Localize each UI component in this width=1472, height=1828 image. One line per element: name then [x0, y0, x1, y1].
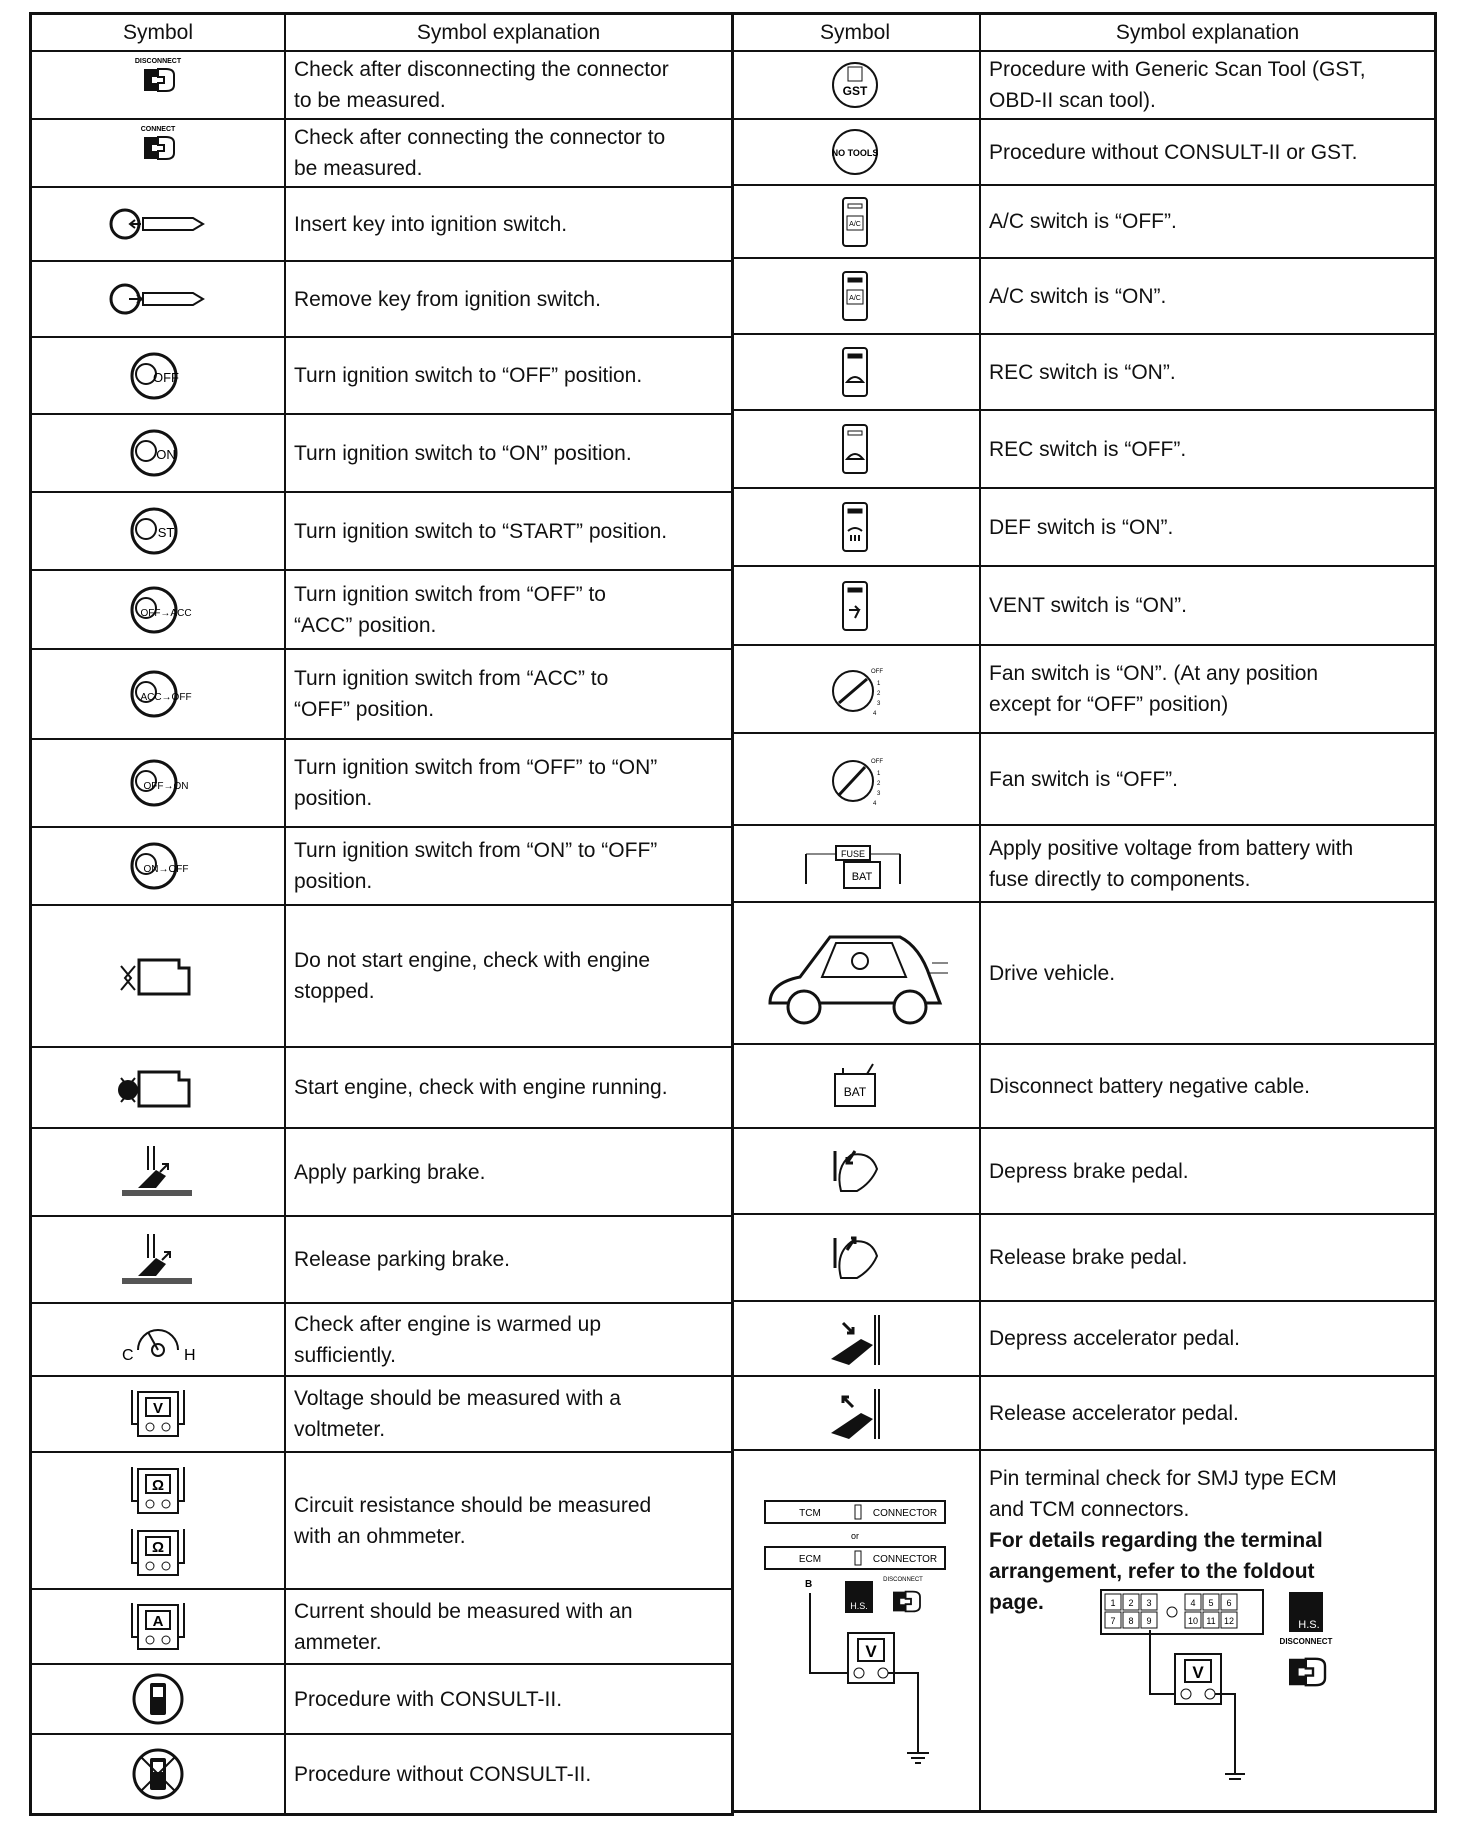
- table-row: [731, 120, 1434, 186]
- symbol-explanation: Disconnect battery negative cable.: [989, 1074, 1311, 1098]
- svg-text:5: 5: [1208, 1598, 1214, 1608]
- symbol-explanation: Fan switch is “ON”. (At any position except for “OFF” position): [989, 662, 1319, 716]
- symbol-explanation: Turn ignition switch from “OFF” to “ON” position.: [294, 756, 658, 810]
- svg-text:ST: ST: [157, 525, 175, 540]
- symbol-explanation: Procedure without CONSULT-II.: [294, 1762, 592, 1786]
- symbol-explanation: VENT switch is “ON”.: [989, 594, 1187, 617]
- svg-text:FUSE: FUSE: [840, 848, 866, 859]
- table-row: [731, 489, 1434, 567]
- key-remove-icon: [32, 262, 286, 336]
- ac-on-icon: [731, 259, 981, 333]
- svg-text:6: 6: [1226, 1598, 1232, 1608]
- symbol-explanation: Procedure with Generic Scan Tool (GST, OBD-II scan tool).: [989, 58, 1366, 112]
- svg-text:ACC→OFF: ACC→OFF: [140, 692, 192, 703]
- table-row: [731, 1377, 1434, 1451]
- symbol-explanation: Turn ignition switch to “ON” position.: [294, 441, 632, 465]
- key-insert-icon: [32, 188, 286, 260]
- svg-text:9: 9: [1146, 1616, 1152, 1626]
- pin-check-diagram: [731, 1451, 981, 1810]
- svg-text:2: 2: [877, 781, 881, 787]
- svg-text:Ω: Ω: [151, 1538, 165, 1556]
- svg-text:1: 1: [877, 681, 881, 687]
- no-consult-icon: [32, 1735, 286, 1813]
- svg-text:H.S.: H.S.: [1298, 1619, 1320, 1631]
- ignition-icon: [32, 493, 286, 569]
- table-row: [32, 740, 731, 828]
- symbol-explanation: Procedure without CONSULT-II or GST.: [989, 140, 1358, 164]
- table-row: [731, 52, 1434, 120]
- ignition-icon: [32, 338, 286, 413]
- table-row: [32, 188, 731, 262]
- engine-running-icon: [32, 1048, 286, 1127]
- symbol-explanation: Apply positive voltage from battery with fuse directly to components.: [989, 836, 1354, 891]
- svg-text:V: V: [865, 1641, 877, 1661]
- symbol-explanation: Check after disconnecting the connector to be measured.: [294, 58, 669, 112]
- table-row: [32, 1377, 731, 1453]
- terminal-arrangement-diagram: [1099, 1588, 1359, 1797]
- def-on-icon: [731, 489, 981, 565]
- battery-fuse-icon: [731, 826, 981, 901]
- table-row: [32, 1453, 731, 1590]
- svg-text:12: 12: [1223, 1616, 1235, 1626]
- table-row: [731, 1302, 1434, 1377]
- pin-check-explanation: [981, 1451, 1434, 1810]
- svg-text:DISCONNECT: DISCONNECT: [1279, 1637, 1333, 1646]
- table-row: [731, 1215, 1434, 1302]
- symbol-table-left: [29, 12, 734, 1816]
- svg-text:OFF→ACC: OFF→ACC: [140, 607, 192, 619]
- symbol-explanation: Fan switch is “OFF”.: [989, 767, 1179, 791]
- svg-text:CONNECTOR: CONNECTOR: [872, 1507, 938, 1519]
- symbol-explanation: Current should be measured with an ammeter.: [294, 1599, 633, 1654]
- svg-text:BAT: BAT: [851, 870, 873, 883]
- symbol-explanation: Depress accelerator pedal.: [989, 1327, 1240, 1350]
- symbol-explanation: Apply parking brake.: [294, 1160, 486, 1184]
- fan-on-icon: [731, 646, 981, 732]
- svg-text:1: 1: [877, 771, 881, 777]
- ignition-icon: [32, 740, 286, 826]
- svg-text:H.S.: H.S.: [850, 1600, 868, 1611]
- symbol-explanation: Depress brake pedal.: [989, 1159, 1189, 1183]
- table-row: [731, 646, 1434, 734]
- table-row: [32, 493, 731, 571]
- drive-icon: [731, 903, 981, 1043]
- symbol-explanation: Turn ignition switch from “OFF” to “ACC” position.: [294, 582, 606, 637]
- meter2-icon: [32, 1453, 286, 1588]
- ignition-icon: [32, 415, 286, 491]
- brake-depress-icon: [731, 1129, 981, 1213]
- svg-text:1: 1: [1110, 1598, 1116, 1608]
- table-row: [731, 826, 1434, 903]
- consult-icon: [32, 1665, 286, 1733]
- table-row: [731, 335, 1434, 411]
- table-row: [32, 571, 731, 650]
- svg-text:or: or: [850, 1530, 860, 1541]
- table-row: [32, 1217, 731, 1304]
- table-row-pin-check: [731, 1451, 1434, 1810]
- svg-text:7: 7: [1110, 1616, 1116, 1626]
- parking-brake-apply-icon: [32, 1129, 286, 1215]
- symbol-explanation: REC switch is “ON”.: [989, 360, 1176, 384]
- symbol-explanation: A/C switch is “ON”.: [989, 284, 1167, 308]
- fan-off-icon: [731, 734, 981, 824]
- svg-text:CONNECT: CONNECT: [140, 126, 176, 133]
- table-row: [32, 52, 731, 120]
- symbol-explanation: Check after connecting the connector to be measured.: [294, 126, 666, 180]
- svg-text:8: 8: [1128, 1616, 1134, 1626]
- svg-text:11: 11: [1206, 1616, 1216, 1626]
- temp-gauge-icon: [32, 1304, 286, 1375]
- svg-text:NO TOOLS: NO TOOLS: [831, 148, 879, 158]
- vent-on-icon: [731, 567, 981, 644]
- table-row: [731, 1129, 1434, 1215]
- disconnect-icon: [32, 52, 286, 118]
- pin-check-bold-text: For details regarding the terminal arrangement, refer to the foldout page.: [989, 1529, 1323, 1614]
- table-header: [731, 15, 1434, 52]
- table-row: [32, 828, 731, 906]
- table-row: [32, 1304, 731, 1377]
- table-header: [32, 15, 731, 52]
- table-row: [32, 650, 731, 740]
- svg-text:OFF: OFF: [871, 669, 883, 675]
- symbol-table-right: [731, 12, 1437, 1813]
- svg-text:DISCONNECT: DISCONNECT: [883, 1576, 923, 1583]
- ignition-icon: [32, 571, 286, 648]
- table-row: [731, 259, 1434, 335]
- pin-check-text: Pin terminal check for SMJ type ECM and TCM connectors.: [989, 1467, 1337, 1521]
- table-row: [32, 1048, 731, 1129]
- svg-text:CONNECTOR: CONNECTOR: [872, 1553, 938, 1565]
- table-row: [32, 262, 731, 338]
- svg-text:3: 3: [1146, 1598, 1152, 1608]
- symbol-explanation: Start engine, check with engine running.: [294, 1076, 668, 1099]
- symbol-explanation: Turn ignition switch from “ON” to “OFF” position.: [294, 839, 658, 893]
- symbol-explanation: Release brake pedal.: [989, 1246, 1188, 1269]
- svg-text:V: V: [152, 1400, 164, 1417]
- parking-brake-release-icon: [32, 1217, 286, 1302]
- svg-text:2: 2: [1128, 1598, 1134, 1608]
- svg-text:B: B: [805, 1578, 813, 1590]
- svg-text:TCM: TCM: [799, 1507, 821, 1519]
- ignition-icon: [32, 650, 286, 738]
- header-symbol: Symbol: [731, 15, 981, 50]
- table-row: [32, 1129, 731, 1217]
- rec-on-icon: [731, 335, 981, 409]
- symbol-explanation: Turn ignition switch to “OFF” position.: [294, 364, 643, 387]
- accel-depress-icon: [731, 1302, 981, 1375]
- table-row: [731, 411, 1434, 489]
- svg-text:ON: ON: [156, 447, 176, 462]
- table-row: [32, 1735, 731, 1813]
- brake-release-icon: [731, 1215, 981, 1300]
- svg-text:GST: GST: [842, 84, 868, 98]
- accel-release-icon: [731, 1377, 981, 1449]
- table-row: [731, 186, 1434, 259]
- svg-text:OFF: OFF: [153, 369, 179, 385]
- symbol-explanation: Remove key from ignition switch.: [294, 287, 601, 311]
- table-row: [731, 734, 1434, 826]
- table-row: [32, 1590, 731, 1665]
- table-row: [32, 415, 731, 493]
- symbol-explanation: Voltage should be measured with a voltmeter.: [294, 1387, 621, 1441]
- svg-text:Ω: Ω: [151, 1476, 165, 1494]
- engine-stopped-icon: [32, 906, 286, 1046]
- meter-icon: [32, 1377, 286, 1451]
- svg-text:ON→OFF: ON→OFF: [143, 864, 189, 875]
- table-row: [32, 120, 731, 188]
- svg-text:H: H: [184, 1346, 196, 1364]
- table-row: [32, 1665, 731, 1735]
- svg-text:ECM: ECM: [798, 1553, 822, 1565]
- table-row: [731, 1045, 1434, 1129]
- table-row: [731, 903, 1434, 1045]
- svg-text:V: V: [1192, 1663, 1204, 1682]
- symbol-explanation: DEF switch is “ON”.: [989, 515, 1174, 539]
- header-explanation: Symbol explanation: [416, 21, 601, 44]
- svg-text:4: 4: [873, 801, 877, 807]
- symbol-explanation: Check after engine is warmed up sufficiently.: [294, 1312, 601, 1367]
- symbol-explanation: Release parking brake.: [294, 1248, 510, 1271]
- table-row: [731, 567, 1434, 646]
- svg-text:DISCONNECT: DISCONNECT: [134, 58, 182, 65]
- svg-text:2: 2: [877, 691, 881, 697]
- svg-text:10: 10: [1187, 1616, 1199, 1626]
- svg-text:A/C: A/C: [849, 220, 861, 228]
- ignition-icon: [32, 828, 286, 904]
- svg-text:A/C: A/C: [849, 295, 861, 302]
- symbol-explanation: Drive vehicle.: [989, 961, 1116, 985]
- ac-off-icon: [731, 186, 981, 257]
- svg-text:3: 3: [877, 701, 881, 707]
- header-symbol: Symbol: [32, 15, 286, 50]
- symbol-explanation: Circuit resistance should be measured with an ohmmeter.: [294, 1493, 652, 1548]
- symbol-explanation: A/C switch is “OFF”.: [989, 210, 1177, 233]
- gst-icon: [731, 52, 981, 118]
- symbol-explanation: Procedure with CONSULT-II.: [294, 1687, 563, 1711]
- rec-off-icon: [731, 411, 981, 487]
- svg-text:C: C: [122, 1346, 134, 1364]
- symbol-explanation: Insert key into ignition switch.: [294, 212, 568, 236]
- meter-icon: [32, 1590, 286, 1663]
- connect-icon: [32, 120, 286, 186]
- symbol-explanation: Do not start engine, check with engine stopped.: [294, 949, 651, 1003]
- svg-text:A: A: [152, 1612, 164, 1630]
- symbol-explanation: Release accelerator pedal.: [989, 1401, 1239, 1425]
- symbol-explanation: Turn ignition switch from “ACC” to “OFF” position.: [294, 667, 609, 721]
- table-row: [32, 338, 731, 415]
- battery-icon: [731, 1045, 981, 1127]
- header-explanation: Symbol explanation: [1115, 21, 1300, 44]
- no-tools-icon: [731, 120, 981, 184]
- symbol-explanation: Turn ignition switch to “START” position.: [294, 519, 668, 543]
- svg-text:BAT: BAT: [843, 1085, 867, 1099]
- symbol-explanation: REC switch is “OFF”.: [989, 437, 1187, 461]
- svg-text:4: 4: [873, 711, 877, 717]
- table-row: [32, 906, 731, 1048]
- svg-text:OFF: OFF: [871, 759, 883, 765]
- svg-text:OFF→ON: OFF→ON: [143, 781, 189, 792]
- svg-text:4: 4: [1190, 1598, 1196, 1608]
- svg-text:3: 3: [877, 791, 881, 797]
